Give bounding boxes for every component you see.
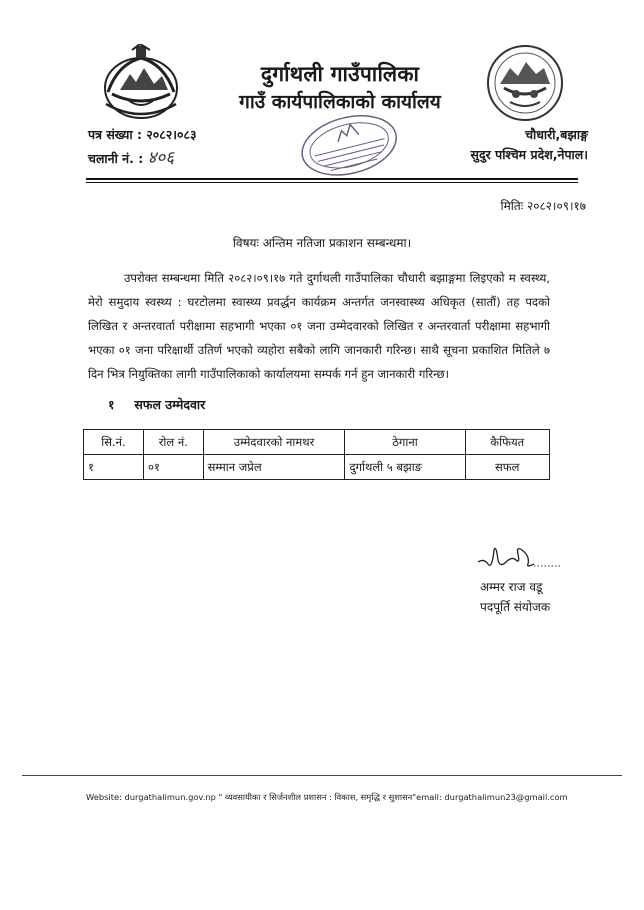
table-row (84, 455, 550, 480)
signatory-title: पदपूर्ति संयोजक (480, 600, 551, 614)
table-cell: १ (84, 455, 144, 480)
table-cell: सम्मान जप्रेल (203, 455, 345, 480)
dispatch-number (88, 145, 174, 168)
section-number: १ (108, 397, 115, 412)
footer-divider (22, 775, 622, 776)
header-divider-thin (86, 182, 578, 183)
results-table (83, 429, 550, 480)
municipality-name: दुर्गाथली गाउँपालिका (260, 61, 420, 86)
section-heading (108, 396, 205, 413)
table-cell: ०१ (143, 455, 203, 480)
header-divider (86, 178, 578, 180)
column-header: सि.नं. (84, 430, 144, 455)
column-header: कैफियत (465, 430, 549, 455)
column-header: ठेगाना (345, 430, 465, 455)
address-line-2: सुदुर पश्चिम प्रदेश,नेपाल। (470, 147, 588, 162)
dispatch-handwritten-value: ४०६ (147, 148, 175, 168)
column-header: रोल नं. (143, 430, 203, 455)
municipality-logo-icon (486, 44, 564, 122)
reference-number: पत्र संख्या : २०८२।०८३ (88, 127, 197, 142)
table-cell: दुर्गाथली ५ बझाङ (345, 455, 465, 480)
office-name: गाउँ कार्यपालिकाको कार्यालय (239, 91, 441, 113)
footer-contact: Website: durgathalimun.gov.np " व्यवसायीका र सिर्जनशील प्रशासन : विकास, समृद्धि र सुशासन"email: durgathalimun23@gmail.com (86, 792, 568, 802)
signature-icon (474, 540, 564, 574)
signatory-name: अम्मर राज वडू (480, 580, 543, 594)
body-paragraph: उपरोक्त सम्बन्धमा मिति २०८२।०९।१७ गते दुर्गाथली गाउँपालिका चौधारी बझाङ्गमा लिइएको म स्वस्थ्य, मेरो समुदाय स्वस्थ्य : घरटोलमा स्वास्थ्य प्रवर्द्धन कार्यक्रम अन्तर्गत जनस्वास्थ्य अधिकृत (सातौं) तह पदको लिखित र अन्तरवार्ता परीक्षामा सहभागी भएका ०१ जना उम्मेदवारको लिखित र अन्तरवार्ता परीक्षामा सहभागी भएका ०१ जना परिक्षार्थी उतिर्ण भएको व्यहोरा सबैको लागि जानकारी गरिन्छ। साथै सूचना प्रकाशित मितिले ७ दिन भित्र नियुक्तिका लागी गाउँपालिकाको कार्यालयमा सम्पर्क गर्न हुन जानकारी गरिन्छ। (88, 271, 550, 381)
letter-date: मितिः २०८२।०९।१७ (500, 199, 586, 213)
column-header: उम्मेदवारको नामथर (203, 430, 345, 455)
address-line-1: चौधारी,बझाङ्ग (525, 127, 588, 142)
dispatch-label: चलानी नं. : (88, 151, 144, 166)
table-cell: सफल (465, 455, 549, 480)
nepal-emblem-icon (98, 44, 184, 122)
table-header-row (84, 430, 550, 455)
subject-line: विषयः अन्तिम नतिजा प्रकाशन सम्बन्धमा। (232, 236, 412, 250)
section-title: सफल उम्मेदवार (134, 397, 206, 412)
